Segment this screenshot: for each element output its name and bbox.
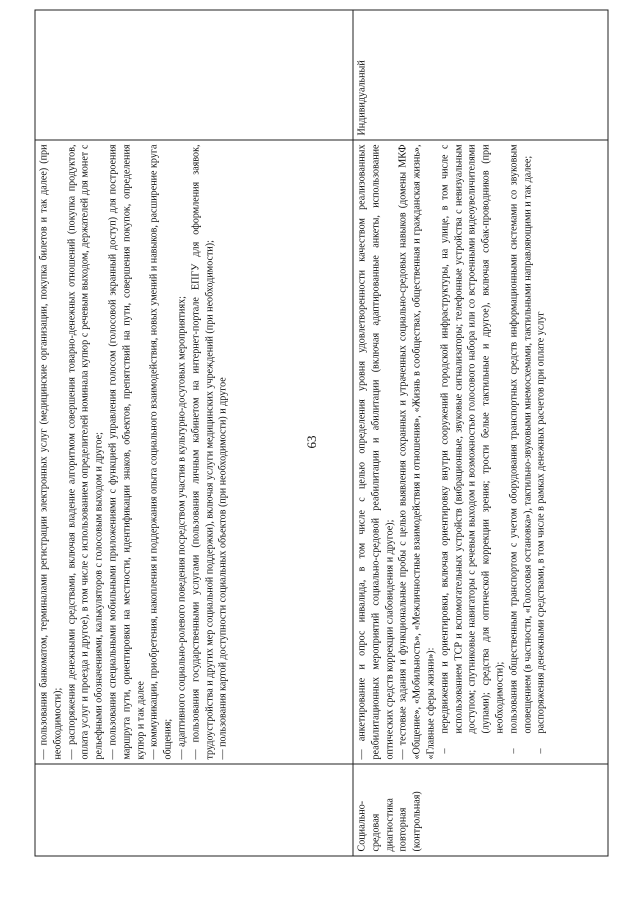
rotated-table-wrapper bbox=[35, 11, 608, 857]
table-row bbox=[35, 10, 353, 856]
content-paragraph: — адаптивного социально-ролевого поведения посредством участия в культурно-досуговых мероприятиях; bbox=[176, 296, 188, 760]
type-cell: Индивидуальный bbox=[353, 10, 608, 140]
stage-cell bbox=[35, 764, 353, 856]
skills-list bbox=[438, 145, 548, 760]
type-cell bbox=[35, 10, 353, 140]
rehabilitation-table bbox=[35, 10, 609, 857]
stage-line: диагностика bbox=[384, 798, 396, 852]
content-paragraph: — анкетирование и опрос инвалида, в том числе с целью определения уровня удовлетворенности качеством реализованных реабилитационных мероприятий социально-средовой реабилитации и абилитации (включая адаптированные анкеты, использование оптических средств коррекции слабовидения и другое); bbox=[356, 144, 396, 760]
list-item: – распоряжения денежными средствами, в том числе в рамках денежных расчетов при оплате услуг bbox=[535, 145, 549, 734]
content-paragraph: — пользования картой доступности социальных объектов (при необходимости) и другое bbox=[217, 377, 229, 760]
content-paragraph: — пользования специальными мобильными приложениями с функцией управления голосом (голосовой экранный доступ) для построения маршрута пути, ориентировки на местности, идентификации знаков, объектов, препятствий на пути, совершения покупок, определения купюр и так далее bbox=[107, 144, 147, 760]
stage-line: Социально- bbox=[356, 800, 368, 852]
table-row bbox=[353, 10, 608, 856]
page-number: 63 bbox=[304, 435, 319, 449]
content-paragraph: — тестовые задания и функциональные пробы с целью выявления сохранных и утраченных социально-средовых навыков (домены МКФ «Общение», «Мобильность», «Межличностные взаимодействия и отношения», «Жизнь в сообществах, общественная и гражданская жизнь», «Главные сферы жизни»): bbox=[397, 144, 437, 760]
content-cell bbox=[353, 140, 608, 764]
stage-line: средовая bbox=[370, 813, 382, 852]
content-paragraph: — пользования государственными услугами (пользования личным кабинетом на интернет-портале ЕПГУ для оформления заявок, трудоустройства и других мер социальной поддержки), включая услуги медицинских учреждений (при необходимости); bbox=[190, 144, 216, 760]
list-item: – передвижения и ориентировки, включая ориентировку внутри сооружений городской инфраструктуры, на улице, в том числе с использованием ТСР и вспомогательных устройств (вибрационные, звуковые сигнализаторы; телефонные устройства с невизуальным доступом; спутниковые навигаторы с речевым выходом и возможностью голосового набора или со встроенными видеоувеличителями (лупами); средства для оптической коррекции зрения; трости белые тактильные и другое), включая собак-проводников (при необходимости); bbox=[438, 145, 507, 734]
list-item: – пользования общественным транспортом с учетом оборудования транспортных средств информационными системами со звуковым оповещением (в частности, «Голосовая остановка»), тактильно-звуковыми мнемосхемами, тактильными направляющими и так далее; bbox=[507, 145, 535, 734]
content-cell bbox=[35, 140, 353, 764]
content-paragraph: — пользования банкоматом, терминалами регистрации электронных услуг (медицинские организации, покупка билетов и так далее) (при необходимости); bbox=[38, 144, 64, 760]
stage-line: (контрольная) bbox=[411, 791, 423, 852]
content-paragraph: — распоряжения денежными средствами, включая владение алгоритмом совершения товарно-денежных отношений (покупка продуктов, оплата услуг и проезда и другое), в том числе с использованием определителей номинала купюр с речевым выходом, держателей для монет с рельефными обозначениями, калькуляторов с голосовым выходом и другое; bbox=[66, 144, 105, 760]
content-paragraph: — коммуникации, приобретения, накопления и поддержания опыта социального взаимодействия, новых умений и навыков, расширение круга общения; bbox=[148, 144, 174, 760]
stage-cell bbox=[353, 764, 608, 856]
stage-line: повторная bbox=[397, 807, 409, 852]
